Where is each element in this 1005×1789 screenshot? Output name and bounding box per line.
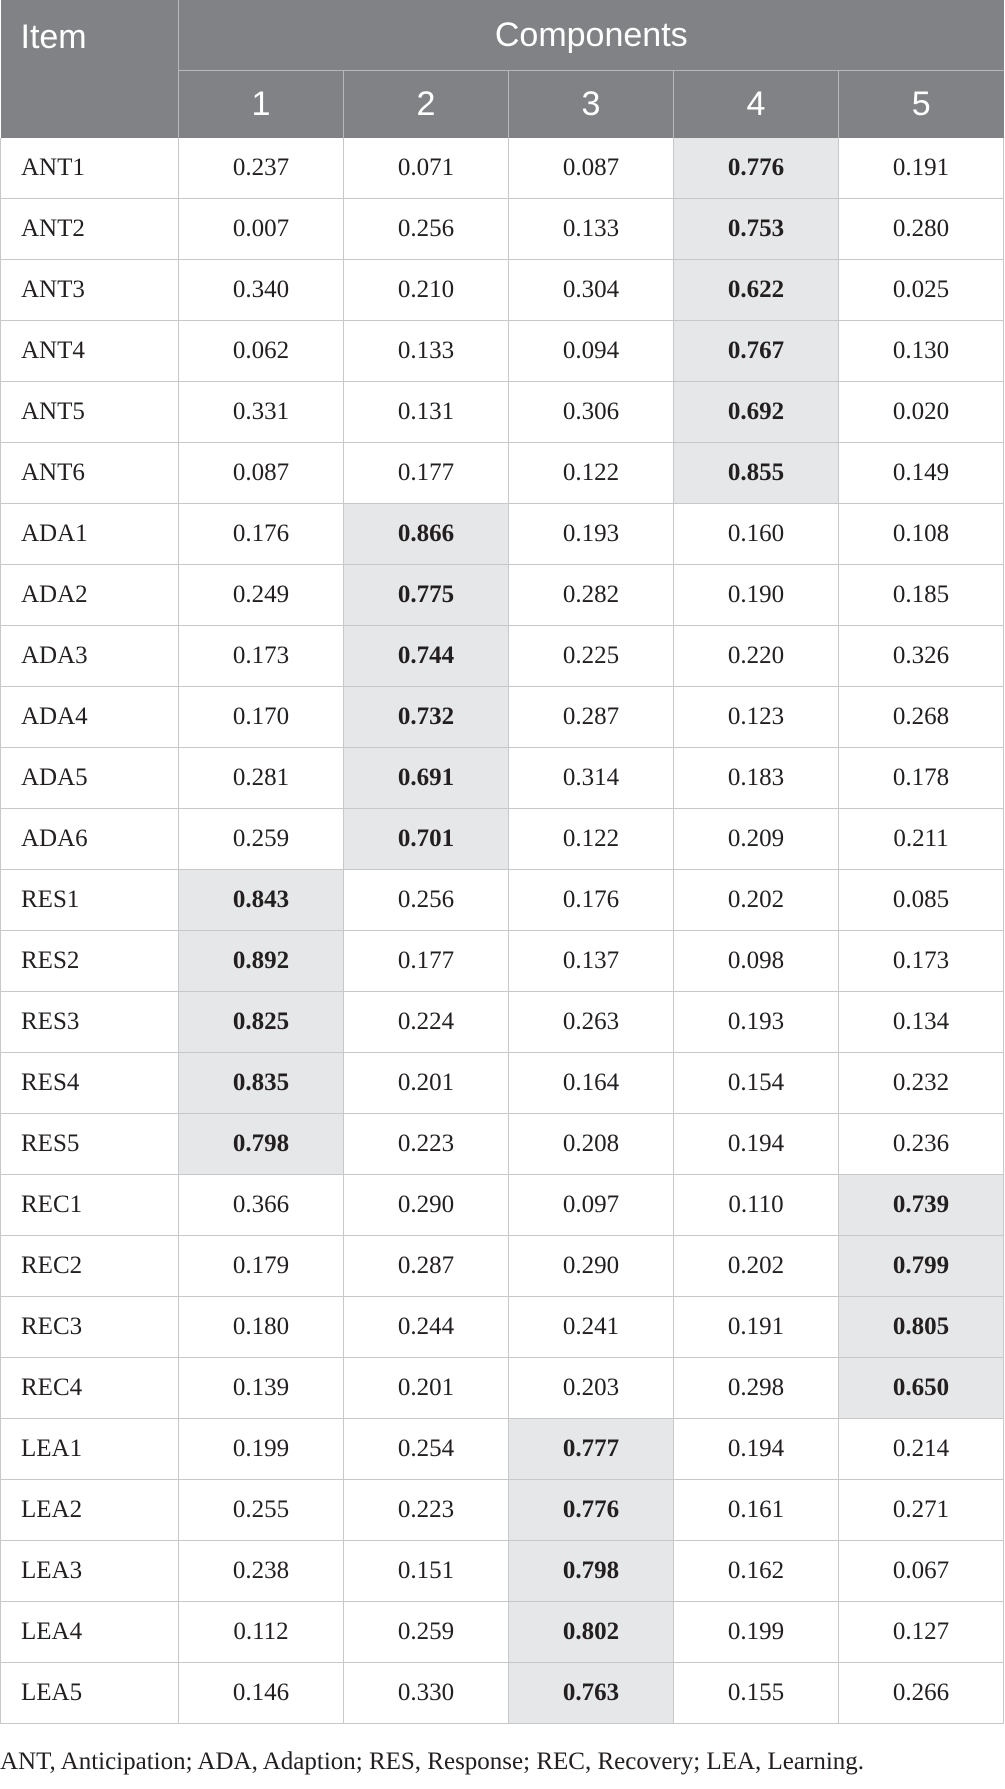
header-row-top	[1, 0, 1004, 71]
loading-cell: 0.211	[839, 809, 1004, 870]
component-column-header: 3	[509, 71, 674, 139]
loading-cell: 0.236	[839, 1114, 1004, 1175]
highlighted-loading-cell: 0.739	[839, 1175, 1004, 1236]
item-cell: ADA5	[1, 748, 179, 809]
loading-cell: 0.190	[674, 565, 839, 626]
loading-cell: 0.306	[509, 382, 674, 443]
loading-cell: 0.232	[839, 1053, 1004, 1114]
component-column-header: 2	[344, 71, 509, 139]
loading-cell: 0.025	[839, 260, 1004, 321]
loading-cell: 0.176	[179, 504, 344, 565]
loading-cell: 0.164	[509, 1053, 674, 1114]
loading-cell: 0.280	[839, 199, 1004, 260]
loading-cell: 0.108	[839, 504, 1004, 565]
item-cell: LEA1	[1, 1419, 179, 1480]
highlighted-loading-cell: 0.763	[509, 1663, 674, 1724]
loading-cell: 0.122	[509, 809, 674, 870]
loading-cell: 0.223	[344, 1114, 509, 1175]
table-row	[1, 1175, 1004, 1236]
table-row	[1, 748, 1004, 809]
table-row	[1, 1541, 1004, 1602]
item-cell: LEA3	[1, 1541, 179, 1602]
components-group-header: Components	[179, 0, 1004, 71]
item-cell: ADA4	[1, 687, 179, 748]
loading-cell: 0.133	[509, 199, 674, 260]
item-cell: REC2	[1, 1236, 179, 1297]
highlighted-loading-cell: 0.732	[344, 687, 509, 748]
item-cell: ADA3	[1, 626, 179, 687]
loading-cell: 0.225	[509, 626, 674, 687]
loading-cell: 0.326	[839, 626, 1004, 687]
table-row	[1, 1053, 1004, 1114]
loading-cell: 0.366	[179, 1175, 344, 1236]
highlighted-loading-cell: 0.892	[179, 931, 344, 992]
highlighted-loading-cell: 0.866	[344, 504, 509, 565]
loading-cell: 0.094	[509, 321, 674, 382]
loading-cell: 0.173	[179, 626, 344, 687]
loading-cell: 0.087	[179, 443, 344, 504]
table-row	[1, 321, 1004, 382]
loading-cell: 0.268	[839, 687, 1004, 748]
item-cell: ANT3	[1, 260, 179, 321]
highlighted-loading-cell: 0.798	[509, 1541, 674, 1602]
loading-cell: 0.201	[344, 1053, 509, 1114]
table-row	[1, 260, 1004, 321]
table-row	[1, 1297, 1004, 1358]
highlighted-loading-cell: 0.692	[674, 382, 839, 443]
loading-cell: 0.244	[344, 1297, 509, 1358]
loading-cell: 0.173	[839, 931, 1004, 992]
item-cell: RES4	[1, 1053, 179, 1114]
item-cell: LEA4	[1, 1602, 179, 1663]
loading-cell: 0.123	[674, 687, 839, 748]
loading-cell: 0.254	[344, 1419, 509, 1480]
table-row	[1, 1419, 1004, 1480]
loading-cell: 0.134	[839, 992, 1004, 1053]
loading-cell: 0.210	[344, 260, 509, 321]
table-row	[1, 992, 1004, 1053]
highlighted-loading-cell: 0.744	[344, 626, 509, 687]
item-cell: ADA2	[1, 565, 179, 626]
item-cell: ANT1	[1, 138, 179, 199]
item-cell: ANT5	[1, 382, 179, 443]
loading-cell: 0.330	[344, 1663, 509, 1724]
loading-cell: 0.282	[509, 565, 674, 626]
loading-cell: 0.112	[179, 1602, 344, 1663]
loading-cell: 0.193	[674, 992, 839, 1053]
highlighted-loading-cell: 0.701	[344, 809, 509, 870]
highlighted-loading-cell: 0.802	[509, 1602, 674, 1663]
highlighted-loading-cell: 0.799	[839, 1236, 1004, 1297]
table-row	[1, 870, 1004, 931]
loading-cell: 0.097	[509, 1175, 674, 1236]
loading-cell: 0.249	[179, 565, 344, 626]
component-column-header: 1	[179, 71, 344, 139]
component-column-header: 5	[839, 71, 1004, 139]
loading-cell: 0.223	[344, 1480, 509, 1541]
loading-cell: 0.155	[674, 1663, 839, 1724]
loading-cell: 0.298	[674, 1358, 839, 1419]
table-row	[1, 138, 1004, 199]
loading-cell: 0.185	[839, 565, 1004, 626]
table-row	[1, 1663, 1004, 1724]
loading-cell: 0.177	[344, 443, 509, 504]
loading-cell: 0.290	[344, 1175, 509, 1236]
table-row	[1, 199, 1004, 260]
item-cell: ADA1	[1, 504, 179, 565]
loading-cell: 0.259	[179, 809, 344, 870]
loading-cell: 0.193	[509, 504, 674, 565]
highlighted-loading-cell: 0.855	[674, 443, 839, 504]
loading-cell: 0.151	[344, 1541, 509, 1602]
table-row	[1, 443, 1004, 504]
loading-cell: 0.203	[509, 1358, 674, 1419]
table-row	[1, 1236, 1004, 1297]
loading-cell: 0.170	[179, 687, 344, 748]
loading-cell: 0.259	[344, 1602, 509, 1663]
item-cell: RES3	[1, 992, 179, 1053]
loading-cell: 0.194	[674, 1114, 839, 1175]
loading-cell: 0.110	[674, 1175, 839, 1236]
table-row	[1, 1602, 1004, 1663]
loading-cell: 0.238	[179, 1541, 344, 1602]
loading-cell: 0.127	[839, 1602, 1004, 1663]
table-header	[1, 0, 1004, 138]
loading-cell: 0.241	[509, 1297, 674, 1358]
loading-cell: 0.314	[509, 748, 674, 809]
table-row	[1, 931, 1004, 992]
table-row	[1, 1114, 1004, 1175]
highlighted-loading-cell: 0.835	[179, 1053, 344, 1114]
loading-cell: 0.183	[674, 748, 839, 809]
loading-cell: 0.224	[344, 992, 509, 1053]
component-column-header: 4	[674, 71, 839, 139]
loading-cell: 0.133	[344, 321, 509, 382]
loading-cell: 0.304	[509, 260, 674, 321]
highlighted-loading-cell: 0.775	[344, 565, 509, 626]
loading-cell: 0.287	[509, 687, 674, 748]
loading-cell: 0.139	[179, 1358, 344, 1419]
loading-cell: 0.287	[344, 1236, 509, 1297]
loading-cell: 0.007	[179, 199, 344, 260]
table-body	[1, 138, 1004, 1724]
table-row	[1, 1480, 1004, 1541]
loading-cell: 0.162	[674, 1541, 839, 1602]
item-cell: LEA2	[1, 1480, 179, 1541]
item-cell: RES1	[1, 870, 179, 931]
loading-cell: 0.122	[509, 443, 674, 504]
loading-cell: 0.271	[839, 1480, 1004, 1541]
loading-cell: 0.177	[344, 931, 509, 992]
loading-cell: 0.067	[839, 1541, 1004, 1602]
loading-cell: 0.176	[509, 870, 674, 931]
loading-cell: 0.281	[179, 748, 344, 809]
item-column-header: Item	[1, 0, 179, 138]
highlighted-loading-cell: 0.622	[674, 260, 839, 321]
item-cell: ANT2	[1, 199, 179, 260]
highlighted-loading-cell: 0.753	[674, 199, 839, 260]
loading-cell: 0.071	[344, 138, 509, 199]
loading-cell: 0.256	[344, 199, 509, 260]
loading-cell: 0.130	[839, 321, 1004, 382]
table-row	[1, 382, 1004, 443]
item-cell: REC1	[1, 1175, 179, 1236]
item-cell: LEA5	[1, 1663, 179, 1724]
item-cell: ANT6	[1, 443, 179, 504]
loading-cell: 0.131	[344, 382, 509, 443]
loading-cell: 0.098	[674, 931, 839, 992]
loading-cell: 0.255	[179, 1480, 344, 1541]
table-row	[1, 809, 1004, 870]
table-row	[1, 626, 1004, 687]
loading-cell: 0.180	[179, 1297, 344, 1358]
item-cell: RES2	[1, 931, 179, 992]
loading-cell: 0.340	[179, 260, 344, 321]
loading-cell: 0.209	[674, 809, 839, 870]
loading-cell: 0.201	[344, 1358, 509, 1419]
loading-cell: 0.178	[839, 748, 1004, 809]
loading-cell: 0.202	[674, 870, 839, 931]
loading-cell: 0.214	[839, 1419, 1004, 1480]
loading-cell: 0.191	[839, 138, 1004, 199]
loading-cell: 0.237	[179, 138, 344, 199]
table-row	[1, 1358, 1004, 1419]
loading-cell: 0.220	[674, 626, 839, 687]
loading-cell: 0.085	[839, 870, 1004, 931]
item-cell: REC4	[1, 1358, 179, 1419]
loading-cell: 0.191	[674, 1297, 839, 1358]
loading-cell: 0.146	[179, 1663, 344, 1724]
highlighted-loading-cell: 0.825	[179, 992, 344, 1053]
item-cell: RES5	[1, 1114, 179, 1175]
table-row	[1, 687, 1004, 748]
loading-cell: 0.154	[674, 1053, 839, 1114]
table-footnote: ANT, Anticipation; ADA, Adaption; RES, Response; REC, Recovery; LEA, Learning.	[0, 1748, 865, 1775]
loading-cell: 0.202	[674, 1236, 839, 1297]
highlighted-loading-cell: 0.650	[839, 1358, 1004, 1419]
loading-cell: 0.149	[839, 443, 1004, 504]
loading-cell: 0.020	[839, 382, 1004, 443]
loading-cell: 0.160	[674, 504, 839, 565]
loading-cell: 0.161	[674, 1480, 839, 1541]
item-cell: ADA6	[1, 809, 179, 870]
highlighted-loading-cell: 0.777	[509, 1419, 674, 1480]
loading-cell: 0.208	[509, 1114, 674, 1175]
loading-cell: 0.256	[344, 870, 509, 931]
highlighted-loading-cell: 0.798	[179, 1114, 344, 1175]
highlighted-loading-cell: 0.767	[674, 321, 839, 382]
loading-cell: 0.179	[179, 1236, 344, 1297]
loading-cell: 0.087	[509, 138, 674, 199]
table-row	[1, 504, 1004, 565]
item-cell: REC3	[1, 1297, 179, 1358]
loading-cell: 0.290	[509, 1236, 674, 1297]
highlighted-loading-cell: 0.776	[674, 138, 839, 199]
loading-cell: 0.331	[179, 382, 344, 443]
loading-cell: 0.194	[674, 1419, 839, 1480]
highlighted-loading-cell: 0.776	[509, 1480, 674, 1541]
loading-cell: 0.199	[179, 1419, 344, 1480]
table-row	[1, 565, 1004, 626]
highlighted-loading-cell: 0.805	[839, 1297, 1004, 1358]
highlighted-loading-cell: 0.691	[344, 748, 509, 809]
loading-cell: 0.137	[509, 931, 674, 992]
loading-cell: 0.266	[839, 1663, 1004, 1724]
highlighted-loading-cell: 0.843	[179, 870, 344, 931]
loading-cell: 0.199	[674, 1602, 839, 1663]
loading-cell: 0.062	[179, 321, 344, 382]
loading-cell: 0.263	[509, 992, 674, 1053]
item-cell: ANT4	[1, 321, 179, 382]
